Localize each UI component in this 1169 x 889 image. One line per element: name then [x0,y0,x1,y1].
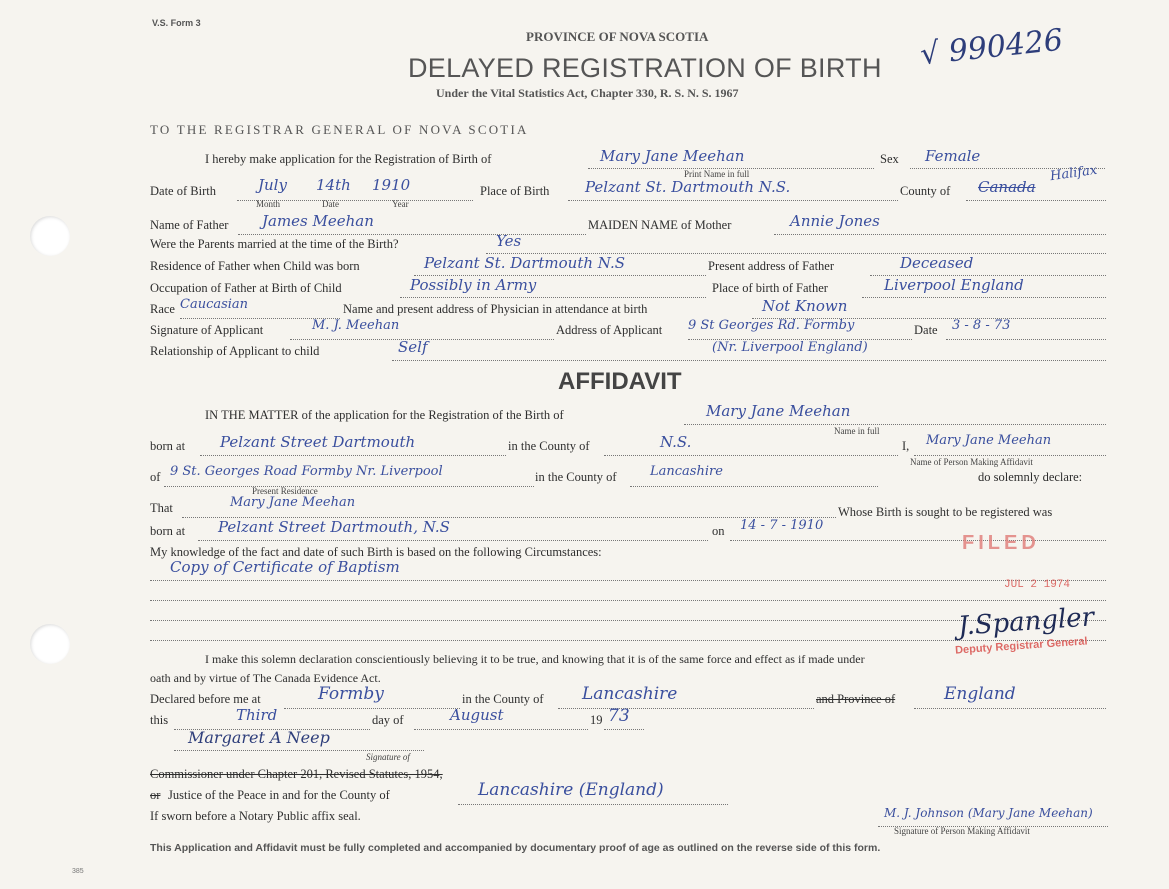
physician-label: Name and present address of Physician in attendance at birth [343,302,648,316]
deponent-line [914,455,1106,456]
whose-birth-label: Whose Birth is sought to be registered was [838,505,1053,519]
province-label: and Province of [816,692,896,706]
of-label: of [150,470,161,484]
intro-label: I hereby make application for the Registration of Birth of [205,152,492,166]
declared-county-line [558,708,814,709]
dob-label: Date of Birth [150,184,216,198]
declared-county-value: Lancashire [582,684,678,704]
father-birthplace-label: Place of birth of Father [712,281,828,295]
present-address-value: Deceased [900,254,974,272]
deponent-signature: M. J. Johnson (Mary Jane Meehan) [884,806,1093,820]
residence-aff-line [164,486,534,487]
married-label: Were the Parents married at the time of the Birth? [150,237,399,251]
child-name-value: Mary Jane Meehan [600,147,745,165]
place-label: Place of Birth [480,184,550,198]
declaration-text-1: I make this solemn declaration conscientiously believing it to be true, and knowing that it is of the same force and effect as if made under [205,652,865,666]
declaration-text-2: oath and by virtue of The Canada Evidence Act. [150,671,381,685]
that-label: That [150,501,173,515]
matter-name-value: Mary Jane Meehan [706,402,851,420]
this-label: this [150,713,169,727]
county-value: Canada [978,178,1036,196]
that-value: Mary Jane Meehan [230,495,356,510]
residence-value: Pelzant St. Dartmouth N.S [424,254,625,272]
place-line [568,200,898,201]
married-value: Yes [496,232,522,250]
or-label: or [150,788,161,802]
circumstances-line-1 [150,580,1106,581]
knowledge-label: My knowledge of the fact and date of such Birth is based on the following Circumstances: [150,545,602,559]
address-label: Address of Applicant [556,323,663,337]
residence-county-line [630,486,878,487]
matter-label: IN THE MATTER of the application for the Registration of the Birth of [205,408,564,422]
date-label: Date [914,323,938,337]
mother-label: MAIDEN NAME of Mother [588,218,732,232]
address-continuation: (Nr. Liverpool England) [712,340,868,355]
date-line [946,339,1106,340]
father-birthplace-value: Liverpool England [884,276,1024,294]
month-line [414,729,588,730]
occupation-label: Occupation of Father at Birth of Child [150,281,342,295]
footer-note: This Application and Affidavit must be fully completed and accompanied by documentary proof of age as outlined on the reverse side of this form. [150,842,881,854]
deponent-hint: Name of Person Making Affidavit [910,457,1033,467]
signature-of-hint: Signature of [366,752,410,762]
month-hint: Month [256,199,281,209]
month-value: August [450,706,504,724]
race-label: Race [150,302,175,316]
born-county-label: in the County of [508,439,590,453]
footer-code: 385 [72,868,84,875]
form-number: V.S. Form 3 [152,18,201,28]
province-value: England [944,684,1016,704]
year-line [604,729,644,730]
relationship-value: Self [398,338,428,356]
declared-place-value: Formby [318,684,384,704]
born-county-value: N.S. [660,433,692,451]
deponent-signature-hint: Signature of Person Making Affidavit [894,826,1030,836]
born-at-line-2 [198,540,708,541]
province-header: PROVINCE OF NOVA SCOTIA [526,29,709,44]
dob-month-value: July [258,176,287,194]
residence-label: Residence of Father when Child was born [150,259,360,273]
file-number: √ 990426 [918,22,1065,73]
on-line [730,540,1106,541]
occupation-line [400,297,706,298]
punch-hole-top [30,216,70,256]
present-address-label: Present address of Father [708,259,835,273]
act-reference: Under the Vital Statistics Act, Chapter 330, R. S. N. S. 1967 [436,86,739,100]
declared-label: Declared before me at [150,692,261,706]
stamp-title: Deputy Registrar General [954,635,1088,657]
commissioner-signature: Margaret A Neep [188,728,330,747]
stamp-signature: J.Spangler [957,602,1096,642]
form-title: DELAYED REGISTRATION OF BIRTH [408,53,882,83]
date-hint: Date [322,199,339,209]
county-label: County of [900,184,951,198]
day-of-label: day of [372,713,404,727]
dob-date-value: 14th [316,176,351,194]
residence-county-value: Lancashire [650,464,723,479]
circumstances-value: Copy of Certificate of Baptism [170,558,400,576]
born-county-line [604,455,898,456]
justice-county-line [458,804,728,805]
physician-value: Not Known [762,297,848,315]
declare-label: do solemnly declare: [978,470,1083,484]
race-value: Caucasian [180,297,249,312]
circumstances-line-2 [150,600,1106,601]
filed-stamp: FILED [962,532,1040,554]
province-line [914,708,1106,709]
mother-line [774,234,1106,235]
father-label: Name of Father [150,218,229,232]
born-at-line [200,455,506,456]
born-at-label: born at [150,439,186,453]
occupation-value: Possibly in Army [410,276,537,294]
relationship-line [392,360,1106,361]
father-value: James Meehan [262,212,374,230]
declared-county-label: in the County of [462,692,544,706]
residence-hint: Present Residence [252,486,318,496]
addressee: TO THE REGISTRAR GENERAL OF NOVA SCOTIA [150,122,529,137]
commissioner-signature-line [174,750,424,751]
father-line [238,234,586,235]
address-value: 9 St Georges Rd. Formby [688,318,855,333]
affidavit-heading: AFFIDAVIT [558,368,682,395]
deponent-value: Mary Jane Meehan [926,433,1052,448]
notary-label: If sworn before a Notary Public affix seal. [150,809,361,823]
county-line [966,200,1106,201]
place-value: Pelzant St. Dartmouth N.S. [585,178,791,196]
date-value: 3 - 8 - 73 [952,318,1011,333]
year-prefix: 19 [590,713,603,727]
i-label: I, [902,439,910,453]
born-at-label-2: born at [150,524,186,538]
signature-label: Signature of Applicant [150,323,264,337]
year-suffix-value: 73 [608,706,630,726]
born-at-value: Pelzant Street Dartmouth [220,433,416,451]
born-at-value-2: Pelzant Street Dartmouth, N.S [218,518,450,536]
declared-place-line [284,708,460,709]
mother-value: Annie Jones [790,212,880,230]
sex-value: Female [925,147,981,165]
on-label: on [712,524,725,538]
residence-aff-value: 9 St. Georges Road Formby Nr. Liverpool [170,464,443,479]
dob-year-value: 1910 [372,176,411,194]
father-birthplace-line [862,297,1106,298]
relationship-label: Relationship of Applicant to child [150,344,320,358]
residence-county-label: in the County of [535,470,617,484]
year-hint: Year [392,199,409,209]
county-correction: Halifax [1049,162,1099,185]
signature-value: M. J. Meehan [312,318,400,333]
on-date-value: 14 - 7 - 1910 [740,518,824,533]
commissioner-label: Commissioner under Chapter 201, Revised Statutes, 1954, [150,767,443,781]
sex-label: Sex [880,152,899,166]
stamp-date: JUL 2 1974 [1004,579,1071,591]
justice-label: Justice of the Peace in and for the County of [168,788,390,802]
matter-line [684,424,1106,425]
name-in-full-hint: Name in full [834,426,880,436]
punch-hole-bottom [30,624,70,664]
print-name-hint: Print Name in full [684,169,750,179]
justice-county-value: Lancashire (England) [478,780,664,800]
this-day-value: Third [236,706,278,724]
